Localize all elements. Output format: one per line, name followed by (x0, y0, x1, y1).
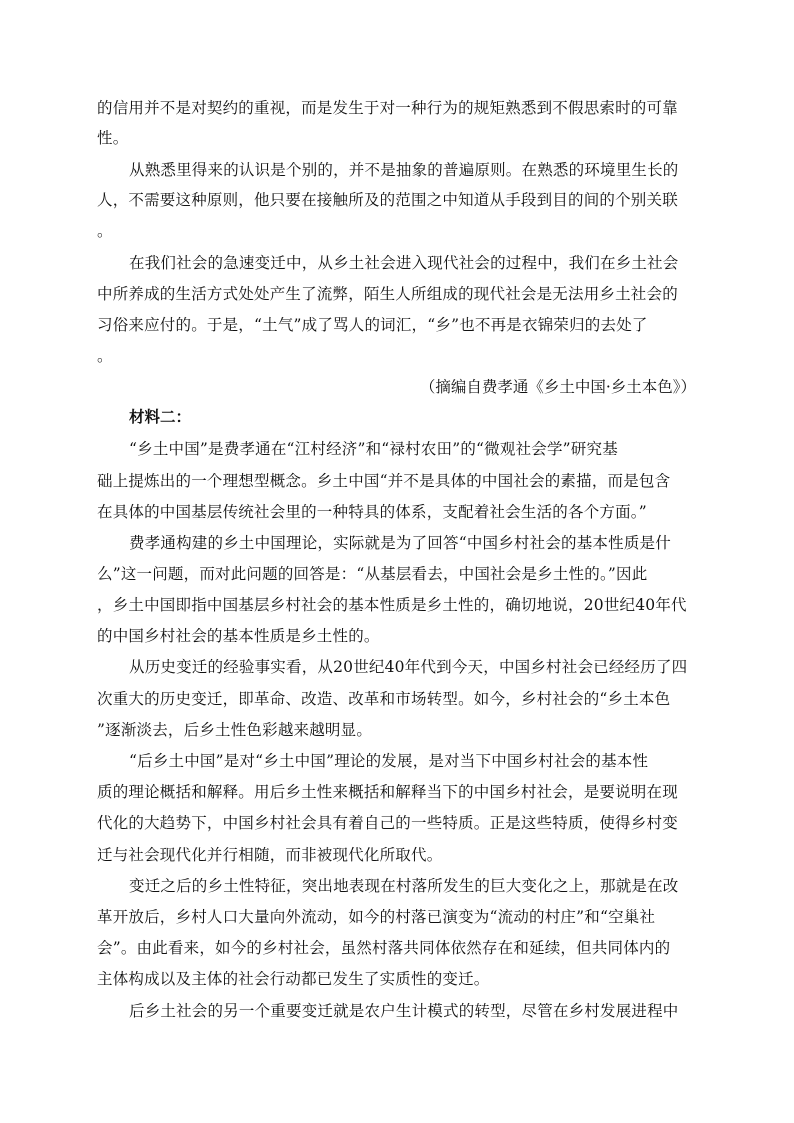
text-line: 。 (97, 347, 113, 365)
text-line: 质的理论概括和解释。用后乡土性来概括和解释当下的中国乡村社会，是要说明在现 (97, 783, 678, 801)
text-line: 性。 (97, 129, 129, 147)
text-line: 从历史变迁的经验事实看，从20世纪40年代到今天，中国乡村社会已经经历了四 (129, 658, 688, 676)
text-line: 习俗来应付的。于是，“土气”成了骂人的词汇，“乡”也不再是衣锦荣归的去处了 (97, 316, 648, 334)
section-heading: 材料二： (129, 407, 192, 426)
text-line: 础上提炼出的一个理想型概念。乡土中国“并不是具体的中国社会的素描，而是包含 (97, 472, 671, 490)
text-line: 的信用并不是对契约的重视，而是发生于对一种行为的规矩熟悉到不假思索时的可靠 (97, 99, 678, 117)
text-line: 后乡土社会的另一个重要变迁就是农户生计模式的转型，尽管在乡村发展进程中 (129, 1002, 679, 1020)
text-line: 次重大的历史变迁，即革命、改造、改革和市场转型。如今，乡村社会的“乡土本色 (97, 690, 671, 708)
text-line: 中所养成的生活方式处处产生了流弊，陌生人所组成的现代社会是无法用乡土社会的 (97, 285, 678, 303)
text-line: ，乡土中国即指中国基层乡村社会的基本性质是乡土性的，确切地说，20世纪40年代 (97, 596, 687, 614)
text-line: “乡土中国”是费孝通在“江村经济”和“禄村农田”的“微观社会学”研究基 (129, 440, 618, 458)
text-line: 迁与社会现代化并行相随，而非被现代化所取代。 (97, 846, 443, 864)
text-line: 从熟悉里得来的认识是个别的，并不是抽象的普遍原则。在熟悉的环境里生长的 (129, 161, 679, 179)
text-line: 会”。由此看来，如今的乡村社会，虽然村落共同体依然存在和延续，但共同体内的 (97, 939, 671, 957)
text-line: 在我们社会的急速变迁中，从乡土社会进入现代社会的过程中，我们在乡土社会 (129, 254, 679, 272)
text-line: 的中国乡村社会的基本性质是乡土性的。 (97, 627, 380, 645)
text-line: 在具体的中国基层传统社会里的一种特具的体系，支配着社会生活的各个方面。” (97, 503, 647, 521)
text-line: 人，不需要这种原则，他只要在接触所及的范围之中知道从手段到目的间的个别关联 (97, 191, 678, 209)
text-line: “后乡土中国”是对“乡土中国”理论的发展，是对当下中国乡村社会的基本性 (129, 752, 649, 770)
text-line: 费孝通构建的乡土中国理论，实际就是为了回答“中国乡村社会的基本性质是什 (129, 534, 671, 552)
text-line: 变迁之后的乡土性特征，突出地表现在村落所发生的巨大变化之上，那就是在改 (129, 877, 679, 895)
text-line: ”逐渐淡去，后乡土性色彩越来越明显。 (97, 721, 373, 739)
text-line: 么”这一问题，而对此问题的回答是：“从基层看去，中国社会是乡土性的。”因此 (97, 565, 648, 583)
text-line: 革开放后，乡村人口大量向外流动，如今的村落已演变为“流动的村庄”和“空巢社 (97, 908, 656, 926)
text-line: 代化的大趋势下，中国乡村社会具有着自己的一些特质。正是这些特质，使得乡村变 (97, 814, 678, 832)
text-line: 。 (97, 222, 113, 240)
source-citation: （摘编自费孝通《乡土中国·乡土本色》） (419, 378, 696, 396)
text-line: 主体构成以及主体的社会行动都已发生了实质性的变迁。 (97, 970, 490, 988)
